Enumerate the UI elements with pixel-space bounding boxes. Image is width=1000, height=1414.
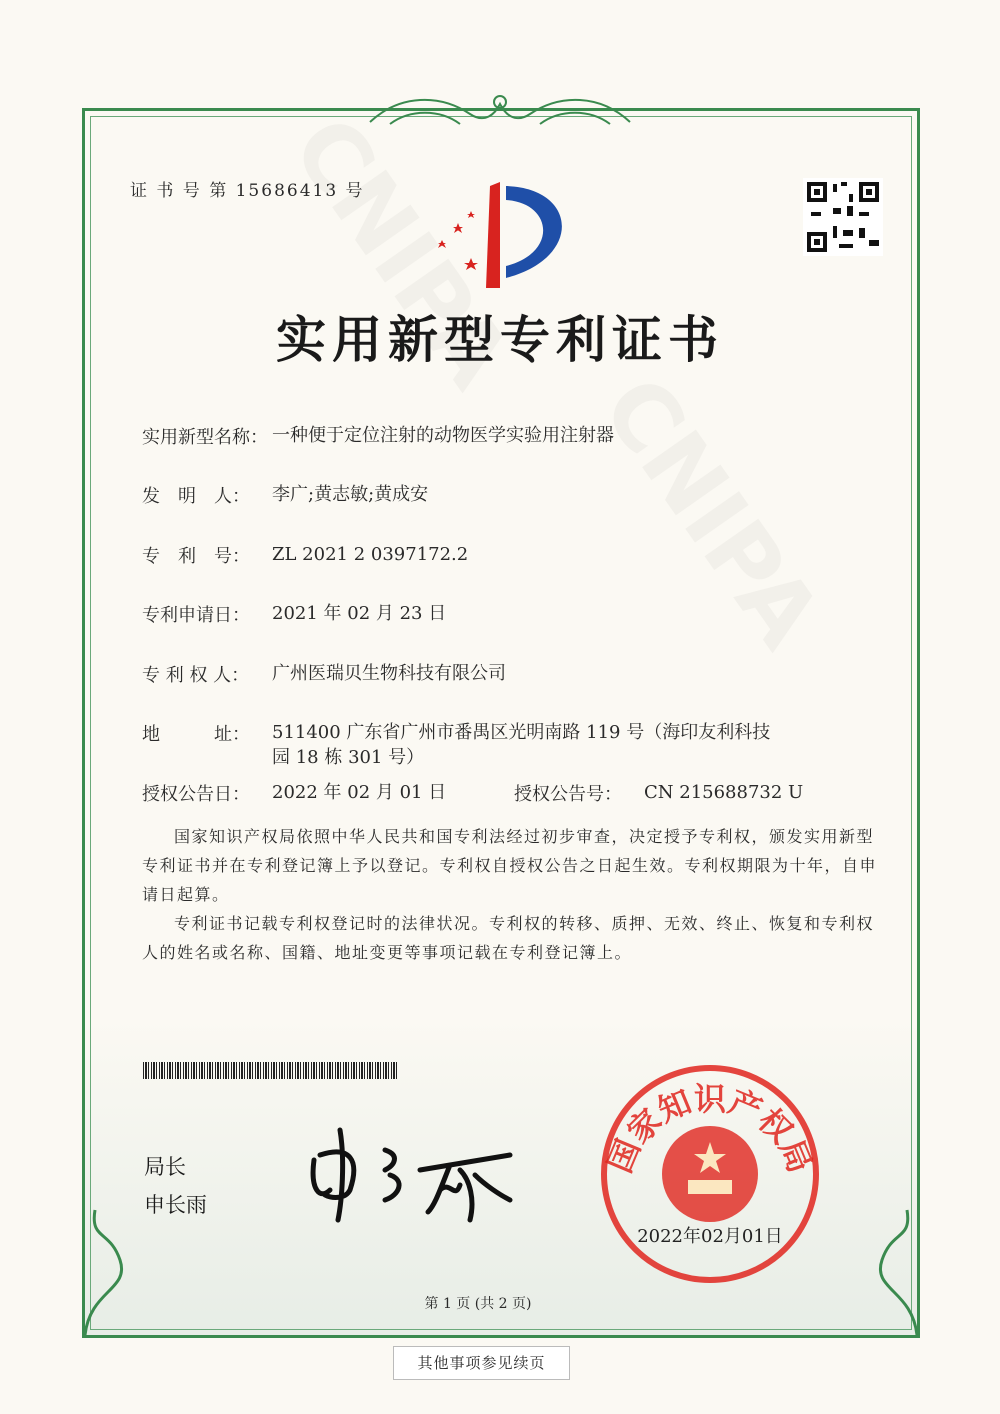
statement-paragraph: 专利证书记载专利权登记时的法律状况。专利权的转移、质押、无效、终止、恢复和专利权人的姓名或名称、国籍、地址变更等事项记载在专利登记簿上。	[142, 914, 875, 962]
official-seal	[598, 1062, 822, 1286]
field-value: ZL 2021 2 0397172.2	[272, 544, 469, 565]
cnipa-logo-icon	[428, 178, 578, 290]
field-inventors	[142, 482, 772, 508]
field-value: 李广;黄志敏;黄成安	[272, 484, 429, 505]
seal-text: 国家知识产权局	[600, 1079, 820, 1179]
barcode-icon	[143, 1062, 398, 1079]
certificate-statement	[142, 822, 886, 967]
field-patentee	[142, 661, 772, 687]
field-value: 511400 广东省广州市番禺区光明南路 119 号（海印友利科技园 18 栋 301 号）	[272, 722, 771, 768]
field-value: 广州医瑞贝生物科技有限公司	[272, 663, 506, 684]
ornament-bottom-left-icon	[80, 1200, 140, 1340]
field-label: 发 明 人：	[142, 486, 250, 507]
field-value: CN 215688732 U	[644, 782, 804, 803]
continuation-note: 其他事项参见续页	[393, 1346, 570, 1380]
field-utility-model-name	[142, 423, 772, 449]
field-value: 2021 年 02 月 23 日	[272, 603, 447, 624]
page-indicator: 第 1 页 (共 2 页)	[424, 1296, 532, 1312]
field-application-date	[142, 601, 772, 627]
field-label: 授权公告号：	[514, 784, 622, 805]
field-label: 授权公告日：	[142, 784, 250, 805]
field-patent-number	[142, 542, 772, 568]
director-title: 局长	[144, 1155, 186, 1179]
certificate-title: 实用新型专利证书	[276, 310, 724, 369]
ornament-bottom-right-icon	[862, 1200, 922, 1340]
field-label: 实用新型名称：	[142, 427, 268, 448]
field-value: 一种便于定位注射的动物医学实验用注射器	[272, 425, 614, 446]
certificate-number: 证 书 号 第 15686413 号	[130, 181, 365, 201]
seal-date: 2022年02月01日	[637, 1226, 783, 1247]
director-name: 申长雨	[144, 1193, 207, 1217]
field-label: 专利申请日：	[142, 605, 250, 626]
field-label: 专 利 权 人：	[142, 665, 250, 686]
statement-paragraph: 国家知识产权局依照中华人民共和国专利法经过初步审查，决定授予专利权，颁发实用新型专利证书并在专利登记簿上予以登记。专利权自授权公告之日起生效。专利权期限为十年，自申请日起算。	[142, 827, 878, 904]
signature-icon	[300, 1120, 520, 1230]
field-grant-date	[142, 780, 844, 806]
field-label: 地 址：	[142, 724, 250, 745]
qr-code-icon	[803, 178, 883, 256]
ornament-top-icon	[360, 84, 640, 134]
field-label: 专 利 号：	[142, 546, 250, 567]
field-value: 2022 年 02 月 01 日	[272, 782, 447, 803]
director-block	[144, 1148, 207, 1224]
field-address	[142, 720, 772, 770]
